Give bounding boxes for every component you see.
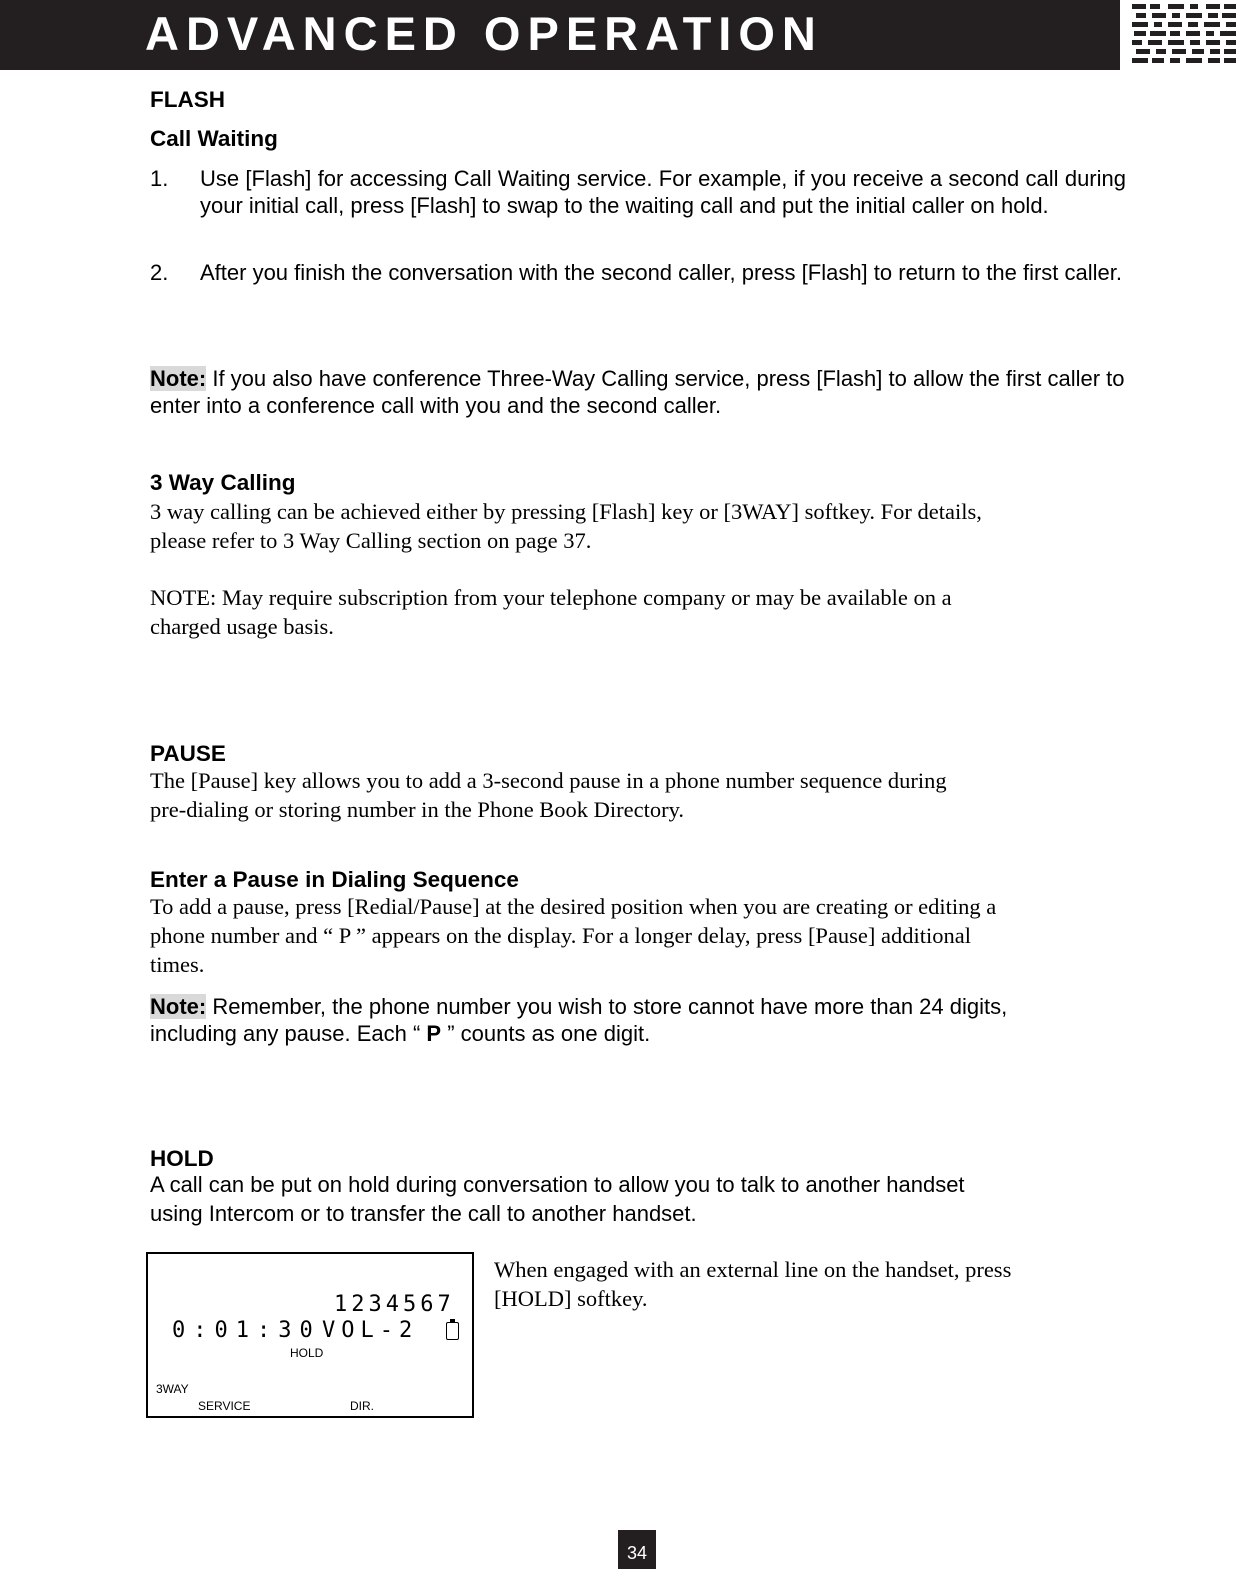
list-text: After you finish the conversation with the second caller, press [Flash] to return to the first caller. (200, 260, 1123, 285)
text-line: pre-dialing or storing number in the Phone Book Directory. (150, 797, 685, 822)
flash-note (150, 365, 1126, 419)
display-timer: 0:01:30 (172, 1318, 321, 1343)
battery-icon (446, 1322, 459, 1340)
display-number: 1234567 (334, 1292, 455, 1317)
section-heading-hold: HOLD (150, 1146, 214, 1171)
text-line: When engaged with an external line on the handset, press (494, 1257, 1012, 1282)
header-bar (0, 0, 1120, 70)
text-line: please refer to 3 Way Calling section on page 37. (150, 528, 592, 553)
list-number: 1. (150, 166, 169, 191)
text-line: To add a pause, press [Redial/Pause] at the desired position when you are creating or editing a (150, 894, 997, 919)
text-line: times. (150, 952, 205, 977)
hold-instruction (494, 1255, 1011, 1313)
section-heading-flash: FLASH (150, 87, 225, 112)
text-line: A call can be put on hold during conversation to allow you to talk to another handset (150, 1172, 965, 1197)
page-title: ADVANCED OPERATION (145, 7, 823, 60)
list-item (150, 259, 1126, 286)
note-label: Note: (150, 994, 207, 1019)
text-line: [HOLD] softkey. (494, 1286, 648, 1311)
paragraph-3-way-calling (150, 497, 982, 555)
text-line: using Intercom or to transfer the call to another handset. (150, 1201, 697, 1226)
section-heading-pause: PAUSE (150, 741, 226, 766)
softkey-service: SERVICE (198, 1399, 251, 1413)
handset-display (146, 1252, 474, 1418)
paragraph-pause (150, 766, 947, 824)
subheading-3-way-calling: 3 Way Calling (150, 470, 296, 495)
note-3-way-calling (150, 583, 952, 641)
list-text: Use [Flash] for accessing Call Waiting service. For example, if you receive a second call during your initial call, press [Flash] to swap to the waiting call and put the initial caller on hold. (200, 166, 1126, 218)
list-item (150, 165, 1126, 219)
subheading-enter-pause: Enter a Pause in Dialing Sequence (150, 867, 519, 892)
subheading-call-waiting: Call Waiting (150, 126, 278, 151)
softkey-3way: 3WAY (156, 1382, 189, 1396)
text-line: The [Pause] key allows you to add a 3-second pause in a phone number sequence during (150, 768, 947, 793)
pause-note (150, 993, 1007, 1047)
display-volume: VOL-2 (322, 1318, 419, 1343)
display-status: HOLD (290, 1346, 324, 1360)
note-text: ” counts as one digit. (441, 1021, 651, 1046)
softkey-dir: DIR. (350, 1399, 374, 1413)
text-line: charged usage basis. (150, 614, 334, 639)
paragraph-enter-pause (150, 892, 996, 979)
brand-logo (1128, 0, 1240, 72)
note-text: including any pause. Each “ (150, 1021, 427, 1046)
note-text: Remember, the phone number you wish to store cannot have more than 24 digits, (206, 994, 1008, 1019)
text-line: phone number and “ P ” appears on the display. For a longer delay, press [Pause] additional (150, 923, 972, 948)
note-p-symbol: P (426, 1021, 442, 1046)
page-number: 34 (618, 1530, 656, 1569)
text-line: NOTE: May require subscription from your telephone company or may be available on a (150, 585, 952, 610)
note-label: Note: (150, 366, 207, 391)
paragraph-hold (150, 1170, 965, 1228)
list-number: 2. (150, 260, 169, 285)
note-text: If you also have conference Three-Way Calling service, press [Flash] to allow the first caller to enter into a conference call with you and the second caller. (150, 366, 1125, 418)
text-line: 3 way calling can be achieved either by pressing [Flash] key or [3WAY] softkey. For details, (150, 499, 982, 524)
